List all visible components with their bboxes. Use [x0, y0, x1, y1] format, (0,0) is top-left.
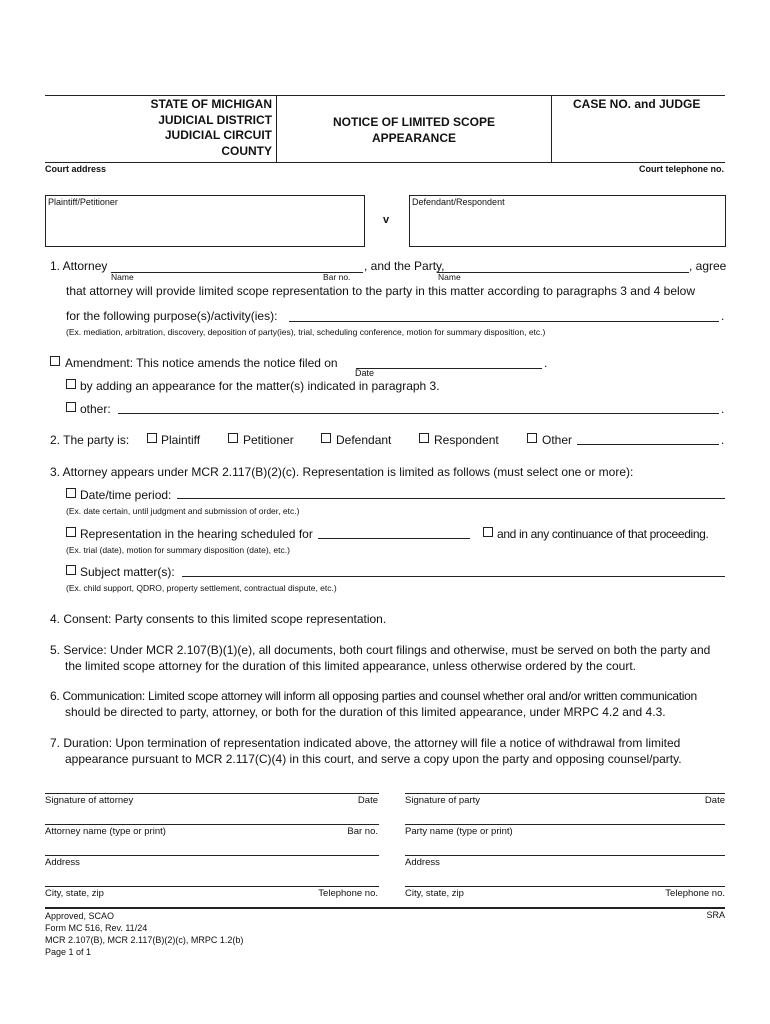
party-other-field[interactable] [577, 444, 719, 445]
item4-consent: 4. Consent: Party consents to this limited scope representation. [50, 612, 387, 626]
amendment-label: Amendment: This notice amends the notice filed on [65, 356, 338, 370]
party-defendant-checkbox[interactable] [321, 433, 331, 443]
court-line-district: JUDICIAL DISTRICT [158, 112, 272, 127]
item1-prefix: 1. Attorney [50, 259, 108, 273]
attorney-address-field[interactable] [45, 855, 379, 856]
party-signature-field[interactable] [405, 793, 725, 794]
bar-no-caption: Bar no. [323, 272, 351, 282]
party-name-print-field[interactable] [405, 824, 725, 825]
party-respondent-label: Respondent [434, 433, 499, 447]
footer-form-number: Form MC 516, Rev. 11/24 [45, 923, 148, 933]
party-plaintiff-checkbox[interactable] [147, 433, 157, 443]
item6-communication [50, 689, 750, 719]
and-party-text: , and the Party, [364, 259, 445, 273]
defendant-label: Defendant/Respondent [412, 197, 505, 207]
party-signature-label: Signature of party [405, 795, 480, 806]
purpose-label: for the following purpose(s)/activity(ies): [66, 309, 278, 323]
party-petitioner-label: Petitioner [243, 433, 294, 447]
subject-matter-field[interactable] [182, 576, 725, 577]
party-city-label: City, state, zip [405, 888, 464, 899]
form-title-line2: APPEARANCE [371, 131, 456, 145]
item5-line1: 5. Service: Under MCR 2.107(B)(1)(e), all documents, both court filings and otherwise, must be served on both the party and [50, 643, 711, 657]
amendment-other-label: other: [80, 402, 111, 416]
attorney-city-field[interactable] [45, 886, 379, 887]
versus-label: v [383, 214, 390, 226]
party-address-label: Address [405, 857, 440, 868]
amendment-other-checkbox[interactable] [66, 402, 76, 412]
party-defendant-label: Defendant [336, 433, 392, 447]
item7-duration [50, 736, 740, 766]
continuance-label: and in any continuance of that proceeding. [497, 527, 709, 541]
party-other-period: . [721, 433, 725, 447]
attorney-signature-label: Signature of attorney [45, 795, 134, 806]
party-respondent-checkbox[interactable] [419, 433, 429, 443]
amendment-date-caption: Date [355, 368, 375, 378]
purpose-field[interactable] [289, 321, 719, 322]
party-telephone-label: Telephone no. [665, 888, 725, 899]
amendment-period: . [544, 356, 548, 370]
court-phone-label: Court telephone no. [639, 164, 724, 174]
amendment-checkbox[interactable] [50, 356, 60, 366]
date-period-field[interactable] [177, 498, 725, 499]
subject-matter-example: (Ex. child support, QDRO, property settlement, contractual dispute, etc.) [66, 583, 337, 593]
header-divider-2 [551, 95, 552, 162]
party-other-checkbox[interactable] [527, 433, 537, 443]
party-name-caption: Name [438, 272, 461, 282]
amendment-other-period: . [721, 402, 725, 416]
continuance-checkbox[interactable] [483, 527, 493, 537]
header-top-rule [45, 95, 725, 96]
form-title [280, 114, 548, 146]
item5-line2: the limited scope attorney for the duration of this limited appearance, unless otherwise ordered by the court. [65, 659, 636, 673]
party-petitioner-checkbox[interactable] [228, 433, 238, 443]
date-period-checkbox[interactable] [66, 488, 76, 498]
adding-appearance-checkbox[interactable] [66, 379, 76, 389]
footer-rule [45, 907, 725, 909]
party-name-field[interactable] [437, 272, 689, 273]
court-line-circuit: JUDICIAL CIRCUIT [164, 128, 272, 142]
date-period-label: Date/time period: [80, 488, 172, 502]
plaintiff-label: Plaintiff/Petitioner [48, 197, 118, 207]
agree-text: , agree [689, 259, 727, 273]
item3-text: 3. Attorney appears under MCR 2.117(B)(2)(c). Representation is limited as follows (must select one or more): [50, 465, 634, 479]
attorney-address-label: Address [45, 857, 80, 868]
form-title-line1: NOTICE OF LIMITED SCOPE [332, 115, 495, 129]
subject-matter-checkbox[interactable] [66, 565, 76, 575]
party-other-label: Other [542, 433, 573, 447]
attorney-date-label: Date [357, 795, 378, 806]
item1-line2: that attorney will provide limited scope representation to the party in this matter according to paragraphs 3 and 4 below [66, 284, 696, 298]
footer-block [45, 910, 243, 958]
hearing-checkbox[interactable] [66, 527, 76, 537]
subject-matter-label: Subject matter(s): [80, 565, 175, 579]
item7-line1: 7. Duration: Upon termination of representation indicated above, the attorney will file a notice of withdrawal from limited [50, 736, 681, 750]
party-plaintiff-label: Plaintiff [161, 433, 201, 447]
court-address-label: Court address [45, 164, 107, 174]
purpose-example: (Ex. mediation, arbitration, discovery, deposition of party(ies), trial, scheduling conference, motion for summary disposition, etc.) [66, 327, 546, 337]
defendant-box[interactable] [409, 195, 726, 247]
plaintiff-box[interactable] [45, 195, 365, 247]
attorney-bar-no-label: Bar no. [347, 826, 378, 837]
party-name-print-label: Party name (type or print) [405, 826, 513, 837]
header-bottom-rule [45, 162, 725, 163]
court-line-county: COUNTY [221, 143, 272, 158]
footer-approved: Approved, SCAO [45, 911, 115, 921]
header-divider-1 [276, 95, 277, 162]
item2-prefix: 2. The party is: [50, 433, 130, 447]
footer-sra: SRA [706, 910, 725, 920]
attorney-city-label: City, state, zip [45, 888, 104, 899]
case-no-label: CASE NO. and JUDGE [573, 97, 701, 111]
party-date-label: Date [704, 795, 725, 806]
hearing-label: Representation in the hearing scheduled for [80, 527, 313, 541]
amendment-other-field[interactable] [118, 413, 719, 414]
party-city-field[interactable] [405, 886, 725, 887]
date-period-example: (Ex. date certain, until judgment and submission of order, etc.) [66, 506, 300, 516]
court-line-state: STATE OF MICHIGAN [150, 97, 272, 111]
item5-service [50, 643, 740, 673]
attorney-telephone-label: Telephone no. [318, 888, 378, 899]
item7-line2: appearance pursuant to MCR 2.117(C)(4) in this court, and serve a copy upon the party and opposing counsel/party. [65, 752, 682, 766]
party-address-field[interactable] [405, 855, 725, 856]
attorney-name-print-label: Attorney name (type or print) [45, 826, 166, 837]
adding-appearance-label: by adding an appearance for the matter(s) indicated in paragraph 3. [80, 379, 440, 393]
attorney-signature-field[interactable] [45, 793, 379, 794]
attorney-name-print-field[interactable] [45, 824, 379, 825]
item6-line2: should be directed to party, attorney, or both for the duration of this limited appearance, under MRPC 4.2 and 4.3. [65, 705, 666, 719]
hearing-example: (Ex. trial (date), motion for summary disposition (date), etc.) [66, 545, 290, 555]
footer-rules: MCR 2.107(B), MCR 2.117(B)(2)(c), MRPC 1.2(b) [45, 935, 244, 945]
court-name-block [60, 97, 272, 159]
footer-page: Page 1 of 1 [45, 947, 92, 957]
amendment-date-field[interactable] [356, 368, 542, 369]
attorney-name-caption: Name [111, 272, 134, 282]
hearing-field[interactable] [318, 538, 470, 539]
item6-line1: 6. Communication: Limited scope attorney will inform all opposing parties and counsel whether oral and/or written communication [50, 689, 697, 703]
purpose-period: . [721, 309, 725, 323]
